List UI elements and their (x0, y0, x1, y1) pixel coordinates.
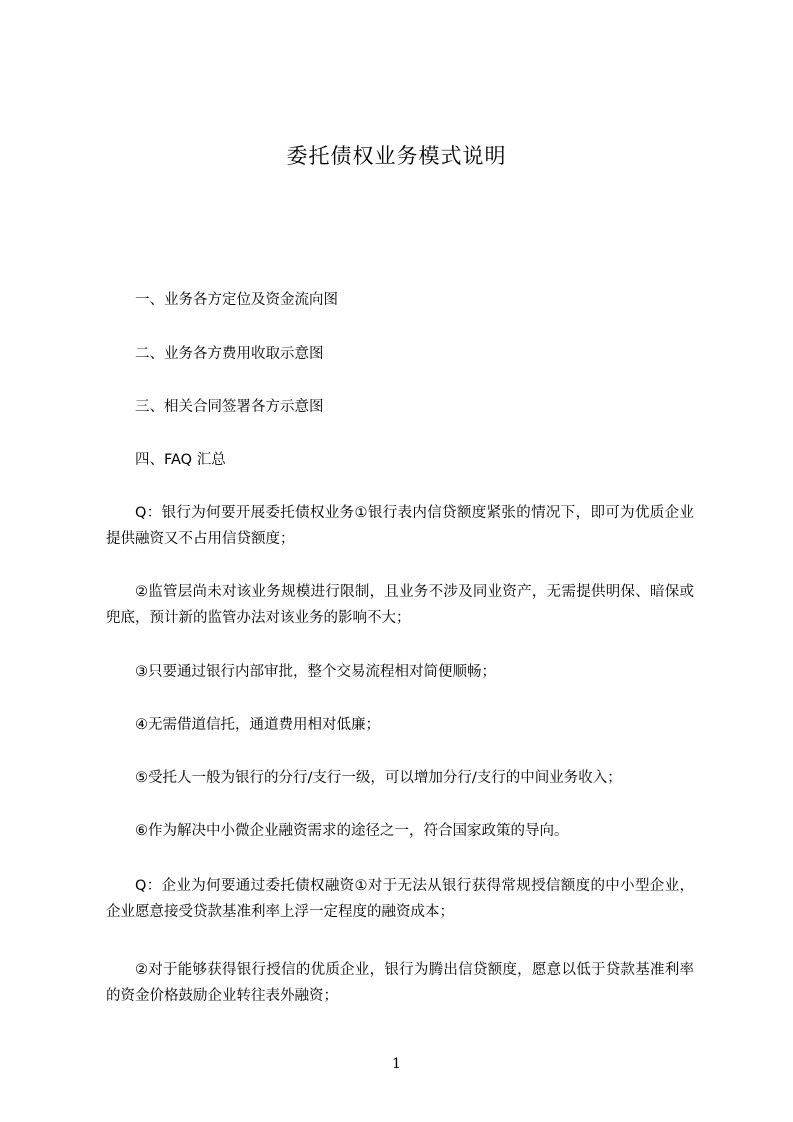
paragraph-section-4: 四、FAQ 汇总 (135, 452, 226, 468)
paragraph-faq-bank-5: ⑤受托人一般为银行的分行/支行一级，可以增加分行/支行的中间业务收入； (135, 770, 622, 786)
paragraph-faq-bank-3: ③只要通过银行内部审批，整个交易流程相对简便顺畅； (135, 664, 496, 680)
paragraph-faq-bank-2: ②监管层尚未对该业务规模进行限制，且业务不涉及同业资产，无需提供明保、暗保或兜底，预计新的监管办法对该业务的影响不大； (106, 584, 694, 626)
paragraph-faq-bank-1: Q：银行为何要开展委托债权业务①银行表内信贷额度紧张的情况下，即可为优质企业提供融资又不占用信贷额度； (106, 505, 694, 547)
paragraph-section-1: 一、业务各方定位及资金流向图 (135, 292, 338, 308)
document-title: 委托债权业务模式说明 (286, 144, 507, 168)
page-number: 1 (392, 1056, 401, 1072)
paragraph-faq-enterprise-1: Q：企业为何要通过委托债权融资①对于无法从银行获得常规授信额度的中小型企业，企业愿意接受贷款基准利率上浮一定程度的融资成本； (106, 878, 694, 920)
paragraph-section-2: 二、业务各方费用收取示意图 (135, 346, 324, 362)
paragraph-faq-bank-6: ⑥作为解决中小微企业融资需求的途径之一，符合国家政策的导向。 (135, 823, 569, 839)
paragraph-faq-enterprise-2: ②对于能够获得银行授信的优质企业，银行为腾出信贷额度，愿意以低于贷款基准利率的资金价格鼓励企业转往表外融资； (106, 962, 694, 1004)
paragraph-section-3: 三、相关合同签署各方示意图 (135, 399, 324, 415)
paragraph-faq-bank-4: ④无需借道信托，通道费用相对低廉； (135, 717, 380, 733)
